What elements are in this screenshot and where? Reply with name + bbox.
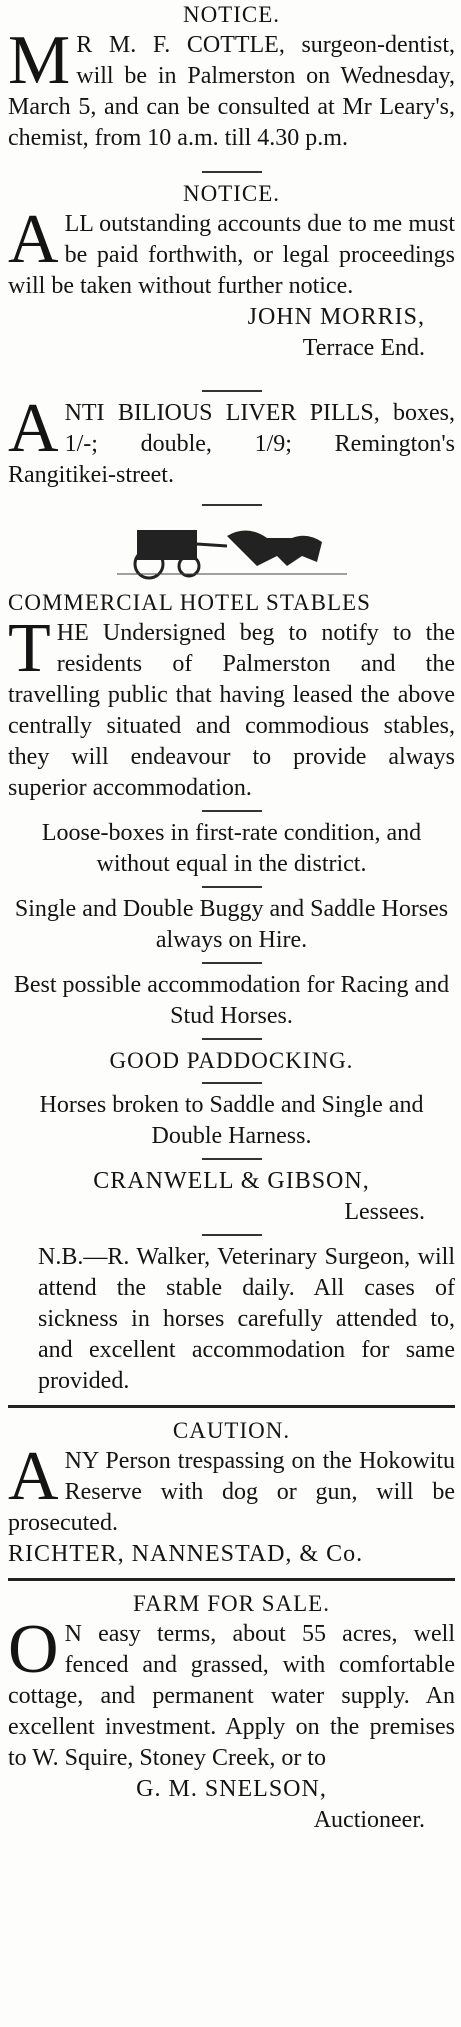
- drop-cap: T: [8, 610, 51, 687]
- notice-text: R M. F. COTTLE, surgeon-dentist, will be in Palmerston on Wednesday, March 5, and can be consulted at Mr Leary's, chemist, from 10 a.m. till 4.30 p.m.: [8, 32, 455, 151]
- notice-dentist: [8, 0, 455, 165]
- stables-nb: N.B.—R. Walker, Veterinary Surgeon, will attend the stable daily. All cases of sickness in horses carefully attended to, and excellent accommodation for same provided.: [38, 1244, 455, 1394]
- stables-para-2: Single and Double Buggy and Saddle Horses always on Hire.: [14, 896, 449, 953]
- stagecoach-illustration: [117, 512, 347, 582]
- notice-heading: NOTICE.: [182, 181, 281, 206]
- notice-heading: NOTICE.: [182, 2, 281, 27]
- notice-text: N easy terms, about 55 acres, well fenced and grassed, with comfortable cottage, and permanent water supply. An excellent investment. Apply on the premises to W. Squire, Stoney Creek, or to: [8, 1621, 455, 1771]
- divider: [202, 1158, 262, 1160]
- divider: [202, 886, 262, 888]
- drop-cap: A: [8, 1438, 59, 1515]
- notice-liver-pills: [8, 390, 455, 498]
- drop-cap: O: [8, 1611, 59, 1688]
- signature: G. M. SNELSON,: [136, 1776, 327, 1802]
- divider: [202, 390, 262, 392]
- notice-accounts: [8, 179, 455, 384]
- notice-stables: [8, 588, 455, 1397]
- signature: JOHN MORRIS,: [247, 304, 425, 330]
- notice-body: [8, 1438, 455, 1539]
- notice-body: [8, 22, 455, 154]
- divider: [8, 1405, 455, 1408]
- notice-caution: [8, 1416, 455, 1570]
- notice-text: HE Undersigned beg to notify to the residents of Palmerston and the travelling public that having leased the above centrally situated and commodious stables, they will endeavour to provide always superior accommodation.: [8, 620, 455, 801]
- signature-sub: Auctioneer.: [313, 1807, 425, 1833]
- notice-body: [8, 610, 455, 804]
- drop-cap: M: [8, 22, 71, 99]
- notice-body: [8, 1611, 455, 1774]
- notice-body: [8, 201, 455, 302]
- sub-heading: GOOD PADDOCKING.: [109, 1048, 354, 1073]
- divider: [202, 1038, 262, 1040]
- notice-heading: FARM FOR SALE.: [133, 1591, 330, 1616]
- notice-text: NTI BILIOUS LIVER PILLS, boxes, 1/-; double, 1/9; Remington's Rangitikei-street.: [8, 400, 455, 488]
- divider: [202, 171, 262, 173]
- stables-para-1: Loose-boxes in first-rate condition, and without equal in the district.: [41, 820, 422, 877]
- stables-para-3: Best possible accommodation for Racing and Stud Horses.: [13, 972, 450, 1029]
- stables-para-4: Horses broken to Saddle and Single and Double Harness.: [39, 1092, 424, 1149]
- divider: [8, 1578, 455, 1581]
- signature-sub: Terrace End.: [302, 335, 425, 361]
- signature: RICHTER, NANNESTAD, & Co.: [8, 1541, 364, 1567]
- notice-body: [8, 390, 455, 491]
- signature: CRANWELL & GIBSON,: [93, 1168, 370, 1194]
- signature-sub: Lessees.: [344, 1199, 425, 1225]
- drop-cap: A: [8, 201, 59, 278]
- drop-cap: A: [8, 390, 59, 467]
- notice-heading: COMMERCIAL HOTEL STABLES: [8, 590, 371, 615]
- divider: [202, 962, 262, 964]
- divider: [202, 1082, 262, 1084]
- divider: [202, 1234, 262, 1236]
- notice-text: LL outstanding accounts due to me must be paid forthwith, or legal proceedings will be taken without further notice.: [8, 211, 455, 299]
- divider: [202, 810, 262, 812]
- notice-text: NY Person trespassing on the Hokowitu Reserve with dog or gun, will be prosecuted.: [8, 1448, 455, 1536]
- notice-heading: CAUTION.: [172, 1418, 291, 1443]
- divider: [202, 504, 262, 506]
- notice-farm-sale: [8, 1589, 455, 1836]
